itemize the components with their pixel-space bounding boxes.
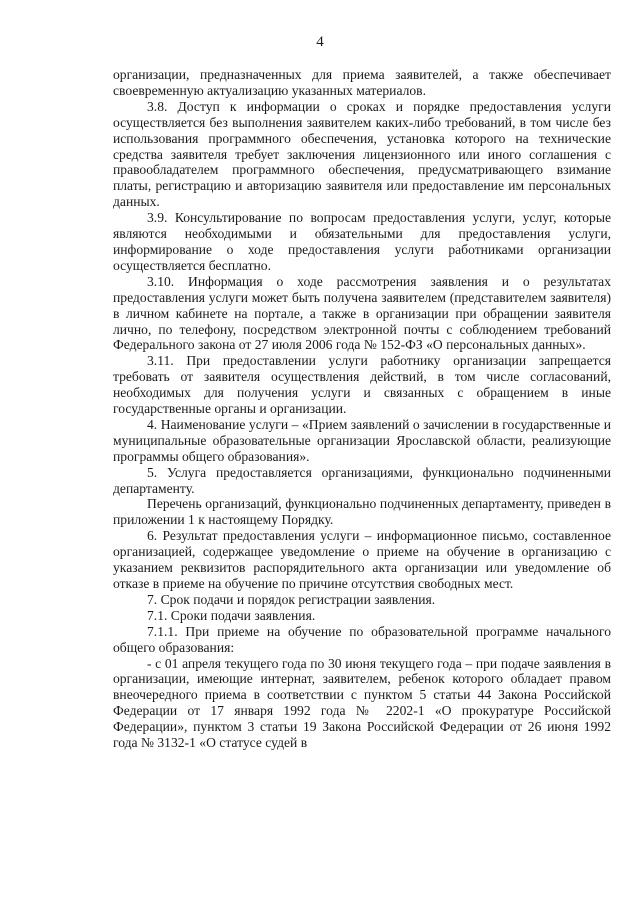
page-number: 4 [316, 34, 324, 50]
paragraph-3-11: 3.11. При предоставлении услуги работнику организации запрещается требовать от заявителя осуществления действий, в том числе согласований, необходимых для получения услуги и связанных с обращением в иные государственные органы и организации. [113, 353, 611, 417]
paragraph: организации, предназначенных для приема заявителей, а также обеспечивает своевременную актуализацию указанных материалов. [113, 67, 611, 98]
paragraph-7: 7. Срок подачи и порядок регистрации заявления. [147, 591, 436, 607]
paragraph-organization-list: Перечень организаций, функционально подчиненных департаменту, приведен в приложении 1 к настоящему Порядку. [113, 496, 611, 528]
document-body [113, 67, 611, 751]
paragraph-4: 4. Наименование услуги – «Прием заявлений о зачислении в государственные и муниципальные образовательные организации Ярославской области, реализующие программы общего образования». [113, 416, 611, 464]
paragraph-3-10: 3.10. Информация о ходе рассмотрения заявления и о результатах предоставления услуги может быть получена заявителем (представителем заявителя) в личном кабинете на портале, а также в организации при обращении заявителя лично, по телефону, посредством электронной почты с соблюдением требований Федерального закона от 27 июля 2006 года № 152-ФЗ «О персональных данных». [113, 273, 611, 353]
paragraph-7-1-1: 7.1.1. При приеме на обучение по образовательной программе начального общего образования: [113, 623, 611, 655]
paragraph-6: 6. Результат предоставления услуги – информационное письмо, составленное организацией, содержащее уведомление о приеме на обучение в организацию с указанием реквизитов распорядительного акта организации или уведомление об отказе в приеме на обучение по причине отсутствия свободных мест. [113, 528, 611, 591]
paragraph-3-8: 3.8. Доступ к информации о сроках и порядке предоставления услуги осуществляется без выполнения заявителем каких-либо требований, в том числе без использования программного обеспечения, установка которого на технические средства заявителя требует заключения лицензионного или иного соглашения с правообладателем программного обеспечения, предусматривающего взимание платы, регистрацию и авторизацию заявителя или предоставление им персональных данных. [113, 98, 611, 210]
paragraph-3-9: 3.9. Консультирование по вопросам предоставления услуги, услуг, которые являются необходимыми и обязательными для предоставления услуги, информирование о ходе предоставления услуги работниками организации осуществляется бесплатно. [113, 210, 611, 273]
paragraph-7-1: 7.1. Сроки подачи заявления. [147, 607, 316, 623]
paragraph-5: 5. Услуга предоставляется организациями, функционально подчиненными департаменту. [113, 464, 611, 496]
paragraph-deadline-item: - с 01 апреля текущего года по 30 июня текущего года – при подаче заявления в организации, имеющие интернат, заявителем, ребенок которого обладает правом внеочередного приема в соответствии с пунктом 5 статьи 44 Закона Российской Федерации от 17 января 1992 года № 2202-1 «О прокуратуре Российской Федерации», пунктом 3 статьи 19 Закона Российской Федерации от 26 июня 1992 года № 3132-1 «О статусе судей в [113, 655, 611, 751]
